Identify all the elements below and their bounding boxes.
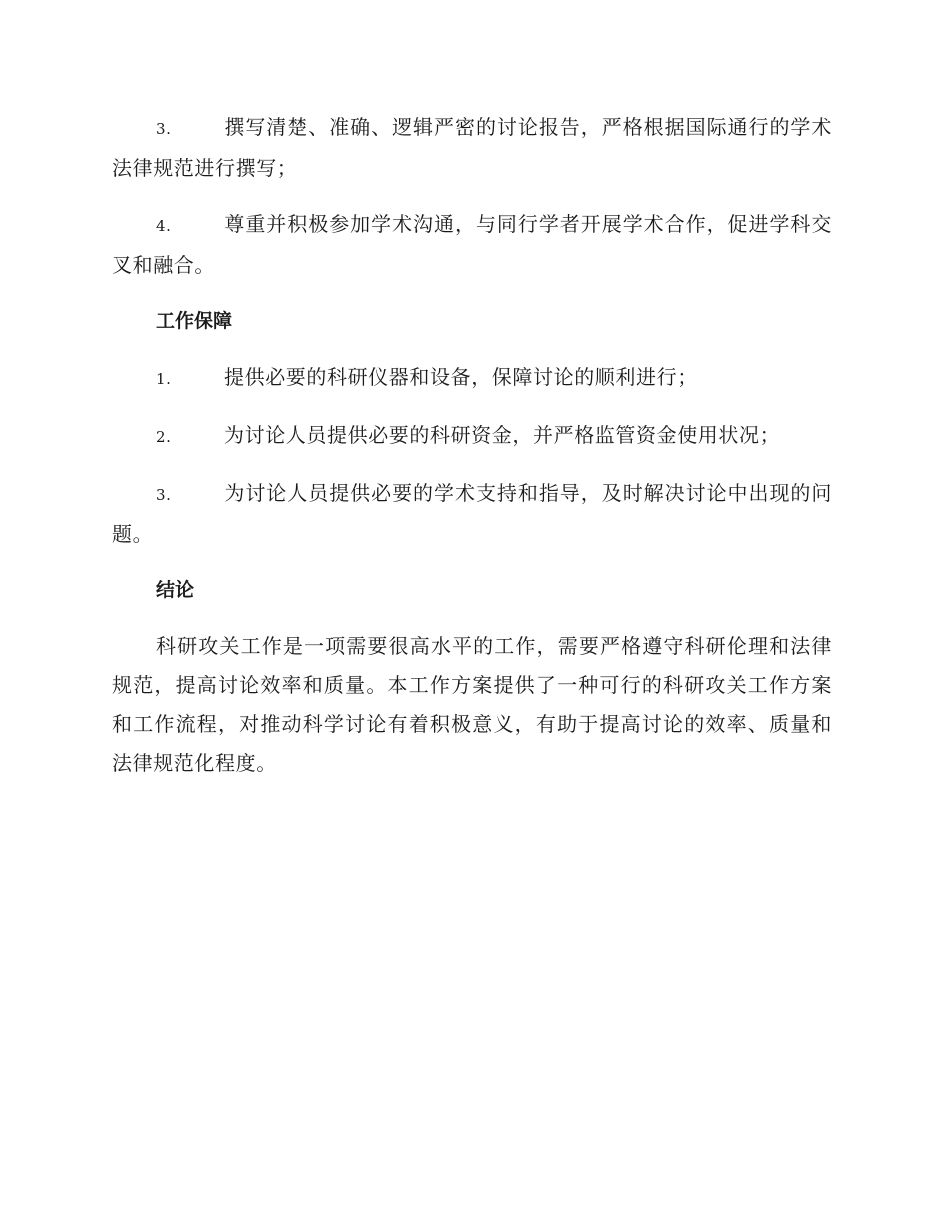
- list-number: 3.: [156, 120, 172, 138]
- list-item-text: 撰写清楚、准确、逻辑严密的讨论报告，严格根据国际通行的学术法律规范进行撰写；: [112, 115, 832, 180]
- list-item: [112, 358, 832, 399]
- list-number: 1.: [156, 370, 172, 388]
- list-item-text: 为讨论人员提供必要的学术支持和指导，及时解决讨论中出现的问题。: [112, 481, 832, 546]
- list-number: 3.: [156, 486, 172, 504]
- list-item-text: 提供必要的科研仪器和设备，保障讨论的顺利进行；: [224, 365, 698, 389]
- document-page: [112, 108, 832, 783]
- list-number: 4.: [156, 217, 172, 235]
- conclusion-paragraph: 科研攻关工作是一项需要很高水平的工作，需要严格遵守科研伦理和法律规范，提高讨论效率和质量。本工作方案提供了一种可行的科研攻关工作方案和工作流程，对推动科学讨论有着积极意义，有助于提高讨论的效率、质量和法律规范化程度。: [112, 634, 832, 775]
- list-item: [112, 416, 832, 457]
- list-item-text: 尊重并积极参加学术沟通，与同行学者开展学术合作，促进学科交叉和融合。: [112, 212, 832, 277]
- section-heading-guarantee: 工作保障: [156, 310, 233, 332]
- list-item: [112, 205, 832, 285]
- list-item: [112, 474, 832, 554]
- list-item: [112, 108, 832, 188]
- section-heading-conclusion: 结论: [156, 579, 195, 601]
- list-number: 2.: [156, 428, 172, 446]
- list-item-text: 为讨论人员提供必要的科研资金，并严格监管资金使用状况；: [224, 423, 781, 447]
